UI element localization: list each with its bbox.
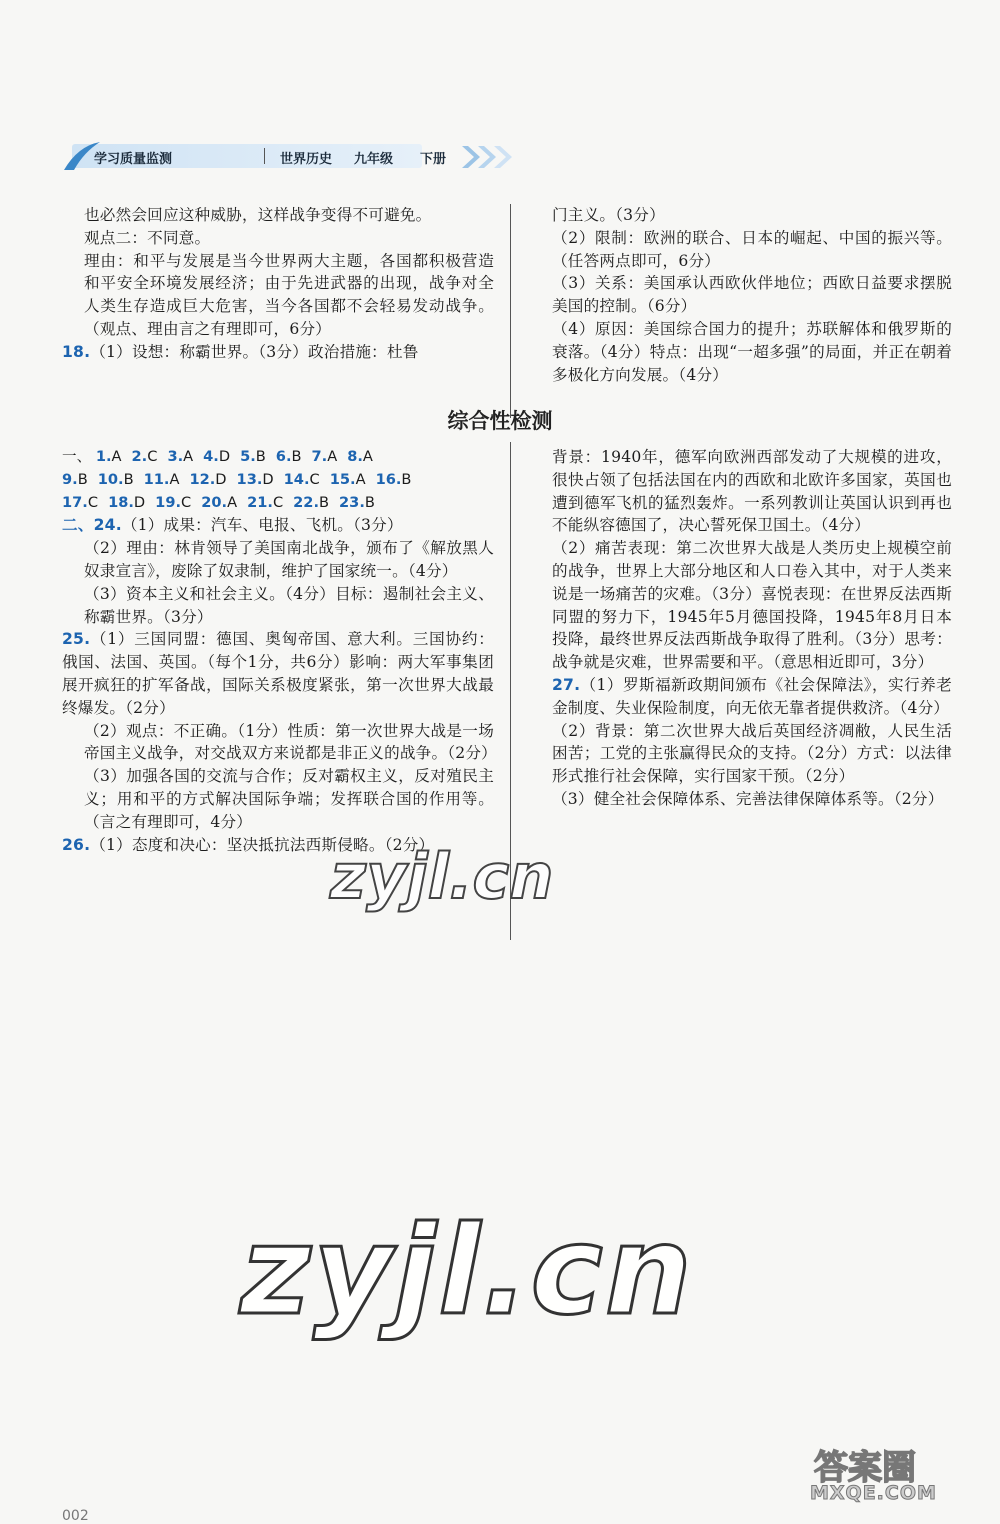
mc-answer-row bbox=[62, 469, 494, 492]
section-title: 综合性检测 bbox=[447, 409, 553, 433]
mc-answer-letter: A bbox=[227, 493, 238, 511]
mc-question-number: 12. bbox=[189, 470, 216, 488]
watermark-small: zyjl.cn bbox=[330, 840, 554, 913]
answer-text: 背景：1940年，德军向欧洲西部发动了大规模的进攻，很快占领了包括法国在内的西欧和北欧许多国家，英国也遭到德军飞机的猛烈轰炸。一系列教训让英国认识到再也不能纵容德国了，决心誓死保卫国土。（4分） bbox=[552, 448, 952, 535]
question-number: 18. bbox=[62, 342, 91, 361]
mc-answer-item bbox=[108, 494, 145, 511]
mc-question-number: 5. bbox=[240, 448, 256, 465]
mc-answer-item bbox=[96, 448, 122, 465]
mc-question-number: 11. bbox=[143, 470, 170, 488]
top-right-column bbox=[552, 204, 952, 386]
question-number: 27. bbox=[552, 675, 581, 694]
mc-answer-item bbox=[240, 448, 266, 465]
mc-answer-item bbox=[376, 471, 412, 488]
mc-answer-letter: A bbox=[362, 448, 373, 465]
mc-answer-letter: B bbox=[401, 470, 412, 488]
mc-answer-item bbox=[284, 471, 320, 488]
question-number: 24. bbox=[93, 516, 122, 535]
mc-answer-item bbox=[247, 494, 283, 511]
mc-answer-item bbox=[276, 448, 302, 465]
mc-answer-letter: C bbox=[147, 448, 158, 465]
text-line: 理由：和平与发展是当今世界两大主题，各国都积极营造和平安全环境发展经济；由于先进武器的出现，战争对全人类生存造成巨大危害，当今各国都不会轻易发动战争。（观点、理由言之有理即可，6分） bbox=[84, 251, 494, 338]
mc-question-number: 3. bbox=[167, 448, 184, 465]
corner-logo-en: MXQE.COM bbox=[810, 1482, 937, 1504]
header-subject: 世界历史 bbox=[280, 152, 333, 167]
mc-answer-letter: D bbox=[215, 470, 227, 488]
bottom-right-column bbox=[552, 446, 952, 811]
text-line: （3）关系：美国承认西欧伙伴地位；西欧日益要求摆脱美国的控制。（6分） bbox=[552, 274, 952, 316]
mc-question-number: 6. bbox=[275, 448, 292, 465]
answer-text: （3）加强各国的交流与合作；反对霸权主义，反对殖民主义；用和平的方式解决国际争端；发挥联合国的作用等。（言之有理即可，4分） bbox=[84, 767, 494, 831]
mc-answer-item bbox=[132, 448, 158, 465]
mc-answer-letter: C bbox=[87, 493, 99, 511]
column-divider-top bbox=[510, 204, 511, 418]
header-volume: 下册 bbox=[420, 152, 447, 167]
mc-answer-item bbox=[339, 494, 375, 511]
corner-logo bbox=[810, 1440, 970, 1506]
header-divider bbox=[264, 148, 265, 164]
mc-answer-item bbox=[189, 471, 226, 488]
answer-text: （3）资本主义和社会主义。（4分）目标：遏制社会主义、称霸世界。（3分） bbox=[84, 584, 494, 626]
mc-answer-letter: D bbox=[133, 493, 146, 511]
mc-question-number: 20. bbox=[201, 493, 228, 511]
mc-question-number: 18. bbox=[108, 493, 134, 511]
mc-answer-letter: D bbox=[262, 470, 274, 488]
mc-question-number: 15. bbox=[329, 470, 356, 488]
bottom-left-column bbox=[62, 446, 497, 856]
mc-question-number: 19. bbox=[155, 493, 182, 511]
text-line: 也必然会回应这种威胁，这样战争变得不可避免。 bbox=[84, 206, 432, 224]
answer-text: （3）健全社会保障体系、完善法律保障体系等。（2分） bbox=[552, 789, 944, 808]
mc-answer-item bbox=[167, 448, 193, 465]
mc-answer-item bbox=[237, 471, 274, 488]
mc-question-number: 23. bbox=[339, 493, 365, 511]
mc-answer-item bbox=[203, 448, 230, 465]
mc-question-number: 16. bbox=[375, 470, 402, 488]
mc-answer-letter: A bbox=[327, 448, 338, 465]
mc-answer-letter: C bbox=[272, 493, 284, 511]
watermark-big: zyjl.cn bbox=[240, 1200, 694, 1342]
mc-question-number: 9. bbox=[62, 470, 78, 488]
answer-text: （1）设想：称霸世界。（3分）政治措施：杜鲁 bbox=[90, 342, 419, 361]
question-number: 25. bbox=[62, 630, 91, 649]
mc-question-number: 21. bbox=[247, 493, 273, 511]
corner-logo-cn: 答案圈 bbox=[814, 1448, 916, 1488]
mc-answer-letter: C bbox=[309, 470, 320, 488]
mc-answer-letter: B bbox=[291, 448, 302, 465]
mc-answer-item bbox=[330, 471, 366, 488]
chevron-right-icon bbox=[460, 144, 518, 170]
mc-answer-letter: B bbox=[255, 448, 266, 465]
answer-text: （2）观点：不正确。（1分）性质：第一次世界大战是一场帝国主义战争，对交战双方来说都是非正义的战争。（2分） bbox=[84, 721, 497, 763]
page-number: 002 bbox=[62, 1508, 89, 1524]
mc-answer-item bbox=[144, 471, 180, 488]
mc-answer-letter: A bbox=[111, 448, 122, 465]
answer-text: （1）态度和决心：坚决抵抗法西斯侵略。（2分） bbox=[90, 835, 435, 854]
mc-answer-letter: A bbox=[183, 448, 194, 465]
answer-text: （2）背景：第二次世界大战后英国经济凋敝，人民生活困苦；工党的主张赢得民众的支持。（2分）方式：以法律形式推行社会保障，实行国家干预。（2分） bbox=[552, 721, 952, 786]
mc-answer-item bbox=[155, 494, 191, 511]
text-line: （4）原因：美国综合国力的提升；苏联解体和俄罗斯的衰落。（4分）特点：出现“一超多强”的局面，并正在朝着多极化方向发展。（4分） bbox=[552, 319, 952, 384]
mc-question-number: 22. bbox=[293, 493, 319, 511]
mc-answer-letter: D bbox=[218, 448, 231, 465]
answer-text: （1）成果：汽车、电报、飞机。（3分） bbox=[121, 516, 403, 535]
header-series: 学习质量监测 bbox=[94, 152, 173, 167]
mc-answer-letter: B bbox=[319, 493, 330, 511]
mc-answer-item bbox=[201, 494, 237, 511]
question-number: 26. bbox=[62, 835, 91, 854]
mc-answer-letter: B bbox=[77, 470, 88, 488]
mc-answer-letter: A bbox=[355, 470, 366, 488]
mc-question-number: 4. bbox=[203, 448, 219, 465]
mc-question-number: 17. bbox=[62, 493, 88, 511]
mc-answer-item bbox=[312, 448, 338, 465]
answer-text: （1）罗斯福新政期间颁布《社会保障法》，实行养老金制度、失业保险制度，向无依无靠者提供救济。（4分） bbox=[552, 675, 952, 717]
mc-answer-item bbox=[62, 471, 88, 488]
text-line: 观点二：不同意。 bbox=[84, 228, 211, 247]
top-left-column bbox=[62, 204, 494, 364]
mc-answer-row bbox=[62, 492, 494, 515]
text-line: 门主义。（3分） bbox=[552, 206, 665, 224]
header-grade: 九年级 bbox=[354, 152, 394, 167]
mc-question-number: 14. bbox=[283, 470, 310, 488]
mc-answer-item bbox=[293, 494, 329, 511]
mc-question-number: 1. bbox=[95, 448, 112, 465]
mc-question-number: 7. bbox=[311, 448, 328, 465]
mc-answer-letter: B bbox=[364, 493, 375, 511]
mc-question-number: 2. bbox=[131, 448, 148, 465]
mc-answer-letter: A bbox=[169, 470, 180, 488]
mc-answer-item bbox=[62, 494, 98, 511]
mc-answer-row: 一、 1.A 2.C 3.A 4.D 5.B 6.B 7.A 8.A bbox=[62, 448, 373, 465]
answer-text: （2）理由：林肯领导了美国南北战争，颁布了《解放黑人奴隶宣言》，废除了奴隶制，维护了国家统一。（4分） bbox=[84, 539, 494, 580]
mc-question-number: 8. bbox=[347, 448, 363, 465]
mc-answer-item bbox=[347, 448, 373, 465]
mc-answer-letter: C bbox=[181, 493, 192, 511]
part-number: 二、 bbox=[62, 516, 94, 535]
mc-answer-item bbox=[98, 471, 134, 488]
answer-text: （1）三国同盟：德国、奥匈帝国、意大利。三国协约：俄国、法国、英国。（每个1分，共6分）影响：两大军事集团展开疯狂的扩军备战，国际关系极度紧张，第一次世界大战最终爆发。（2分） bbox=[62, 630, 494, 717]
mc-question-number: 10. bbox=[97, 470, 124, 488]
answer-text: （2）痛苦表现：第二次世界大战是人类历史上规模空前的战争，世界上大部分地区和人口卷入其中，对于人类来说是一场痛苦的灾难。（3分）喜悦表现：在世界反法西斯同盟的努力下，1945年5月德国投降，1945年8月日本投降，最终世界反法西斯战争取得了胜利。（3分）思考：战争就是灾难，世界需要和平。（意思相近即可，3分） bbox=[552, 539, 952, 672]
mc-question-number: 13. bbox=[236, 470, 263, 488]
mc-answer-letter: B bbox=[123, 470, 134, 488]
text-line: （2）限制：欧洲的联合、日本的崛起、中国的振兴等。（任答两点即可，6分） bbox=[552, 228, 952, 270]
page-header bbox=[62, 140, 482, 174]
